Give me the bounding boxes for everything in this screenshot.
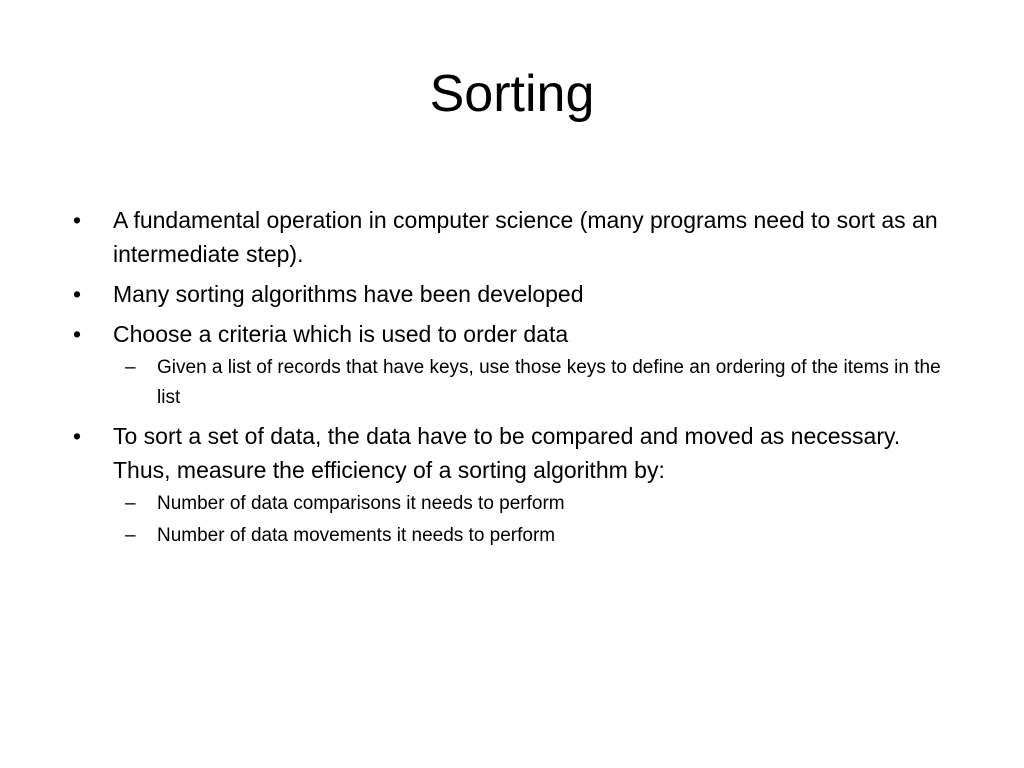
bullet-item: [73, 203, 963, 271]
bullet-item: [73, 317, 963, 351]
bullet-item: [73, 419, 963, 487]
sub-bullet-text: Number of data movements it needs to perform: [157, 525, 556, 546]
bullet-marker: •: [73, 207, 82, 233]
sub-bullet-text: Number of data comparisons it needs to perform: [157, 493, 565, 514]
bullet-marker: •: [73, 321, 82, 347]
bullet-marker: •: [73, 281, 82, 307]
slide-content: [73, 203, 963, 557]
sub-bullet-item: [73, 489, 963, 519]
bullet-marker: •: [73, 423, 82, 449]
sub-bullet-item: [73, 353, 963, 413]
sub-bullet-marker: –: [125, 493, 136, 514]
bullet-text: A fundamental operation in computer science (many programs need to sort as an intermediate step).: [113, 207, 938, 267]
bullet-text: Many sorting algorithms have been developed: [113, 281, 584, 307]
bullet-text: Choose a criteria which is used to order data: [113, 321, 569, 347]
sub-bullet-item: [73, 521, 963, 551]
sub-bullet-text: Given a list of records that have keys, use those keys to define an ordering of the items in the list: [157, 357, 941, 408]
sub-bullet-marker: –: [125, 525, 136, 546]
bullet-text: To sort a set of data, the data have to be compared and moved as necessary. Thus, measure the efficiency of a sorting algorithm by:: [113, 423, 901, 483]
sub-bullet-marker: –: [125, 357, 136, 378]
bullet-item: [73, 277, 963, 311]
slide-title: Sorting: [429, 65, 595, 123]
